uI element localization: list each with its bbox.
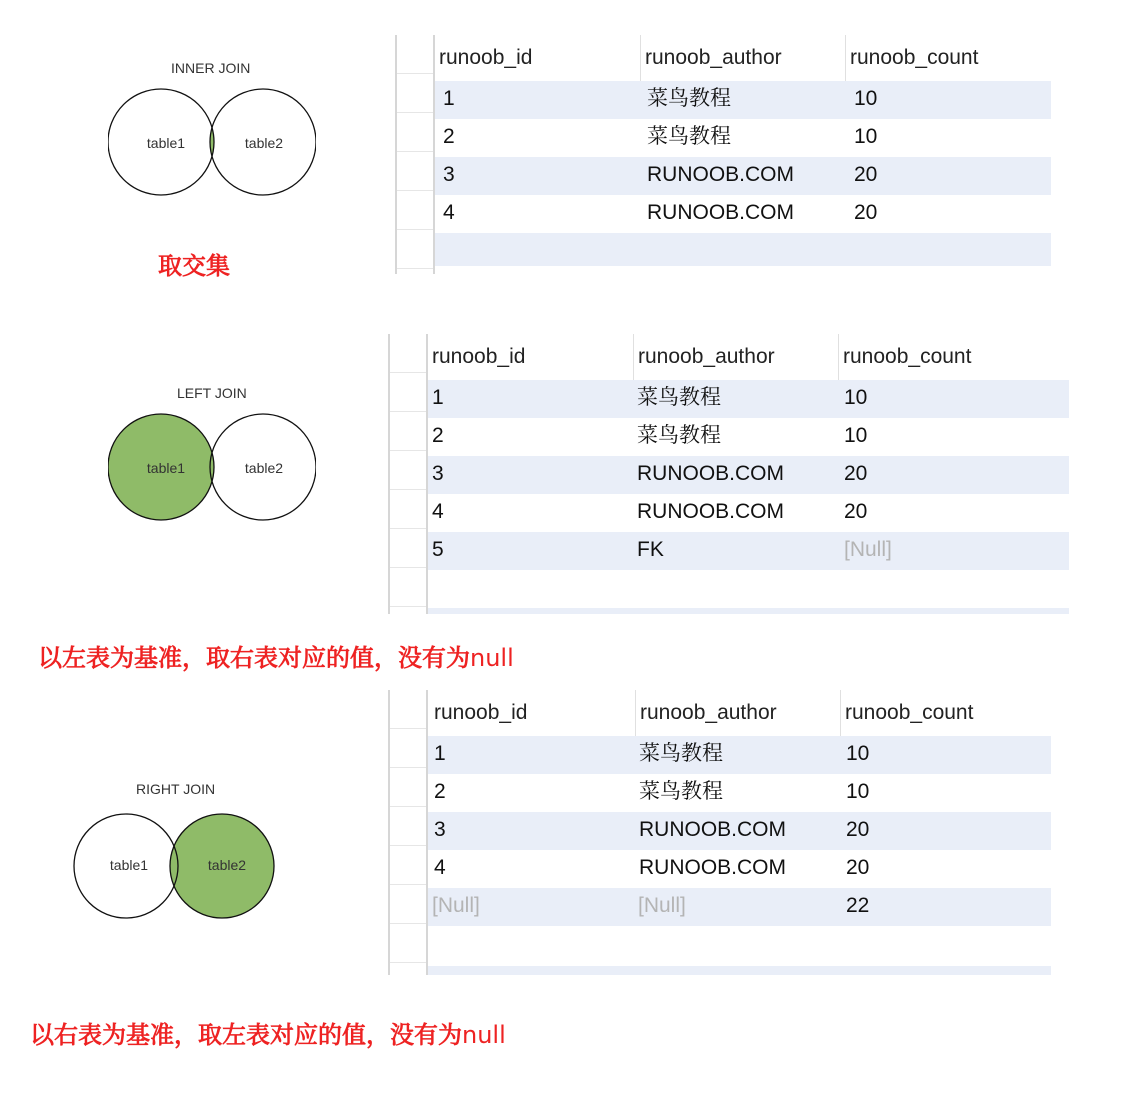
table-row[interactable] xyxy=(428,380,1069,418)
grid-header xyxy=(435,35,1051,81)
cell-author: 菜鸟教程 xyxy=(647,125,731,148)
table1-label: table1 xyxy=(146,135,186,151)
inner-join-venn-diagram xyxy=(108,86,316,198)
cell-count-null: [Null] xyxy=(844,538,892,561)
cell-count: 20 xyxy=(846,818,870,841)
empty-row xyxy=(428,608,1069,614)
cell-id: 5 xyxy=(432,538,444,561)
column-header-count[interactable]: runoob_count xyxy=(838,334,1043,380)
table1-label: table1 xyxy=(146,460,186,476)
cell-id: 1 xyxy=(434,742,446,765)
cell-author: 菜鸟教程 xyxy=(639,780,723,803)
grid-header xyxy=(428,690,1051,736)
table1-label: table1 xyxy=(109,857,149,873)
cell-count: 20 xyxy=(844,500,868,523)
column-header-count[interactable]: runoob_count xyxy=(840,690,1045,736)
cell-count: 10 xyxy=(844,386,868,409)
column-header-author[interactable]: runoob_author xyxy=(635,690,840,736)
column-header-id[interactable]: runoob_id xyxy=(432,345,526,368)
table-row[interactable] xyxy=(428,532,1069,570)
cell-count: 22 xyxy=(846,894,870,917)
table2-label: table2 xyxy=(207,857,247,873)
cell-author: 菜鸟教程 xyxy=(639,742,723,765)
cell-count: 20 xyxy=(844,462,868,485)
cell-id: 1 xyxy=(432,386,444,409)
cell-id: 4 xyxy=(443,201,455,224)
column-header-author[interactable]: runoob_author xyxy=(633,334,838,380)
right-join-title: RIGHT JOIN xyxy=(136,781,216,797)
cell-count: 10 xyxy=(846,780,870,803)
cell-author: 菜鸟教程 xyxy=(637,424,721,447)
cell-count: 10 xyxy=(846,742,870,765)
table-row[interactable] xyxy=(428,494,1069,532)
inner-join-result-grid xyxy=(395,35,1051,274)
table-row[interactable] xyxy=(435,195,1051,233)
row-gutter xyxy=(388,334,428,614)
cell-id: 4 xyxy=(432,500,444,523)
table-row[interactable] xyxy=(428,418,1069,456)
cell-count: 20 xyxy=(846,856,870,879)
column-header-author[interactable]: runoob_author xyxy=(640,35,845,81)
row-gutter xyxy=(395,35,435,274)
cell-count: 10 xyxy=(854,87,878,110)
cell-count: 10 xyxy=(844,424,868,447)
cell-count: 20 xyxy=(854,201,878,224)
cell-id: 1 xyxy=(443,87,455,110)
cell-author: FK xyxy=(637,538,664,561)
inner-join-title: INNER JOIN xyxy=(171,60,251,76)
left-join-caption: 以左表为基准，取右表对应的值，没有为null xyxy=(38,644,514,672)
cell-author-null: [Null] xyxy=(638,894,686,917)
column-header-id[interactable]: runoob_id xyxy=(434,701,528,724)
table-row[interactable] xyxy=(428,774,1051,812)
table-row[interactable] xyxy=(435,157,1051,195)
cell-id-null: [Null] xyxy=(432,894,480,917)
cell-author: RUNOOB.COM xyxy=(637,500,784,523)
cell-id: 2 xyxy=(443,125,455,148)
cell-author: RUNOOB.COM xyxy=(637,462,784,485)
cell-count: 20 xyxy=(854,163,878,186)
cell-author: RUNOOB.COM xyxy=(639,818,786,841)
left-join-title: LEFT JOIN xyxy=(177,385,247,401)
table-row[interactable] xyxy=(428,456,1069,494)
row-gutter xyxy=(388,690,428,975)
cell-author: RUNOOB.COM xyxy=(647,201,794,224)
inner-join-caption: 取交集 xyxy=(158,252,230,280)
cell-author: RUNOOB.COM xyxy=(647,163,794,186)
left-join-venn-diagram xyxy=(108,411,316,523)
cell-id: 3 xyxy=(434,818,446,841)
cell-author: 菜鸟教程 xyxy=(637,386,721,409)
left-join-result-grid xyxy=(388,334,1069,614)
cell-author: RUNOOB.COM xyxy=(639,856,786,879)
cell-author: 菜鸟教程 xyxy=(647,87,731,110)
empty-row xyxy=(435,233,1051,266)
cell-id: 4 xyxy=(434,856,446,879)
table2-label: table2 xyxy=(244,460,284,476)
cell-count: 10 xyxy=(854,125,878,148)
cell-id: 3 xyxy=(443,163,455,186)
table-row[interactable] xyxy=(435,119,1051,157)
table-row[interactable] xyxy=(428,850,1051,888)
table2-label: table2 xyxy=(244,135,284,151)
right-join-caption: 以右表为基准，取左表对应的值，没有为null xyxy=(30,1021,506,1049)
empty-row xyxy=(428,966,1051,975)
table-row[interactable] xyxy=(428,736,1051,774)
table-row[interactable] xyxy=(428,888,1051,926)
column-header-id[interactable]: runoob_id xyxy=(439,46,533,69)
grid-header xyxy=(428,334,1069,380)
table-row[interactable] xyxy=(428,812,1051,850)
cell-id: 3 xyxy=(432,462,444,485)
table-row[interactable] xyxy=(435,81,1051,119)
right-join-result-grid xyxy=(388,690,1051,975)
right-join-venn-diagram xyxy=(73,811,281,923)
column-header-count[interactable]: runoob_count xyxy=(845,35,1050,81)
cell-id: 2 xyxy=(432,424,444,447)
cell-id: 2 xyxy=(434,780,446,803)
